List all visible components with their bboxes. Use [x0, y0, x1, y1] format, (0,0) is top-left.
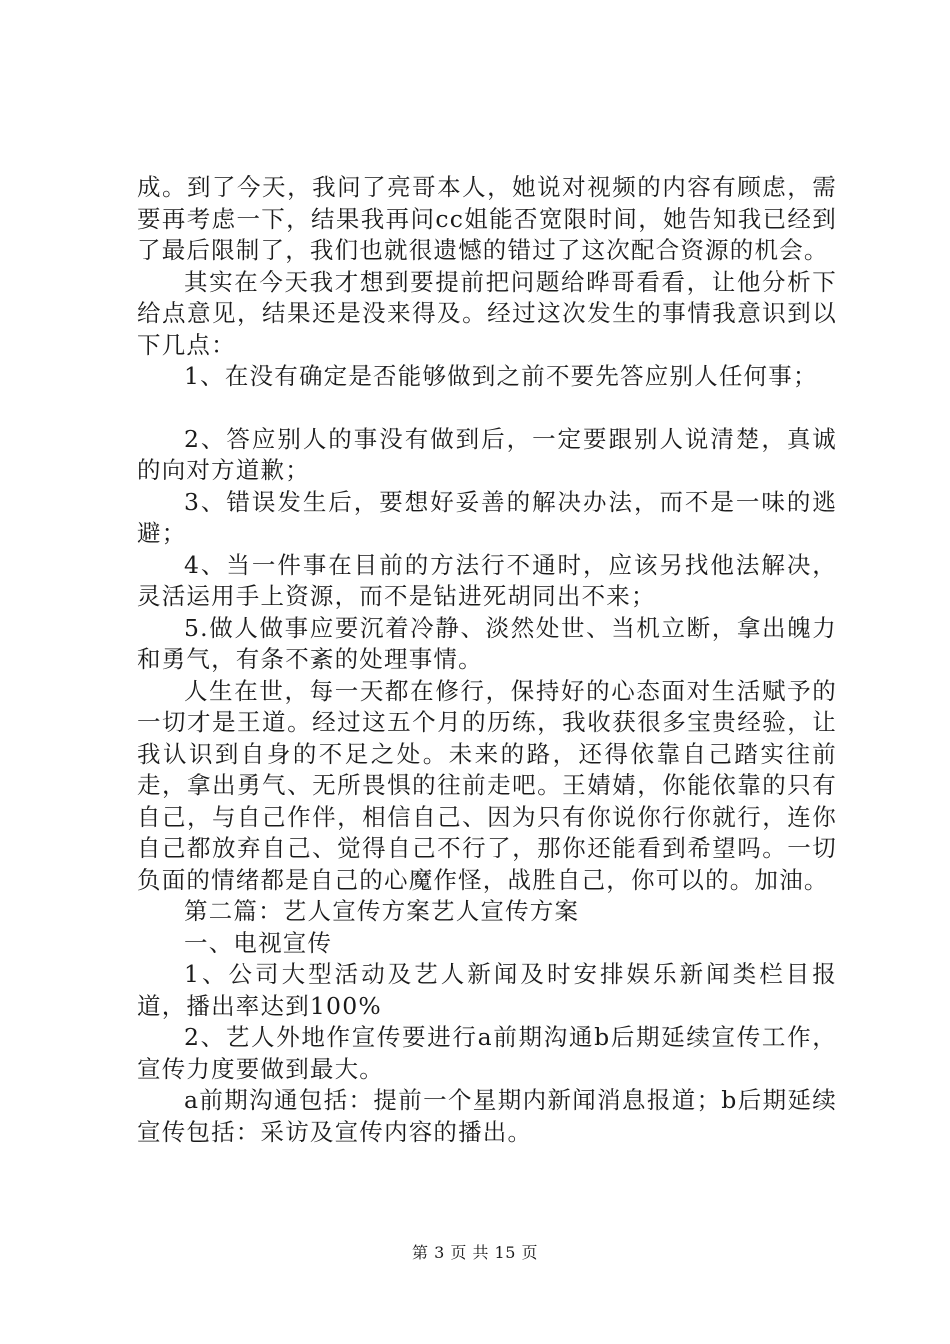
page-footer: 第 3 页 共 15 页 — [412, 1243, 538, 1262]
list-item: 1、在没有确定是否能够做到之前不要先答应别人任何事； — [184, 362, 818, 390]
paragraph: 人生在世，每一天都在修行，保持好的心态面对生活赋予的一切才是王道。经过这五个月的历练，我收获很多宝贵经验，让我认识到自身的不足之处。未来的路，还得依靠自己踏实往前走，拿出勇气、无所畏惧的往前走吧。王婧婧，你能依靠的只有自己，与自己作伴，相信自己、因为只有你说你行你就行，连你自己都放弃自己、觉得自己不行了，那你还能看到希望吗。一切负面的情绪都是自己的心魔作怪，战胜自己，你可以的。加油。 — [137, 676, 837, 894]
subsection-heading: 一、电视宣传 — [184, 928, 333, 957]
document-body — [137, 172, 837, 1148]
list-item: 4、当一件事在目前的方法行不通时，应该另找他法解决，灵活运用手上资源，而不是钻进死胡同出不来； — [137, 550, 837, 610]
list-item: 2、艺人外地作宣传要进行a前期沟通b后期延续宣传工作，宣传力度要做到最大。 — [137, 1023, 837, 1083]
paragraph: a前期沟通包括：提前一个星期内新闻消息报道；b后期延续宣传包括：采访及宣传内容的播出。 — [137, 1086, 837, 1146]
paragraph: 成。到了今天，我问了亮哥本人，她说对视频的内容有顾虑，需要再考虑一下，结果我再问cc姐能否宽限时间，她告知我已经到了最后限制了，我们也就很遗憾的错过了这次配合资源的机会。 — [137, 173, 837, 264]
list-item: 2、答应别人的事没有做到后，一定要跟别人说清楚，真诚的向对方道歉； — [137, 424, 837, 484]
list-item: 3、错误发生后，要想好妥善的解决办法，而不是一味的逃避； — [137, 487, 837, 547]
section-heading: 第二篇：艺人宣传方案艺人宣传方案 — [184, 897, 580, 925]
paragraph: 其实在今天我才想到要提前把问题给晔哥看看，让他分析下给点意见，结果还是没来得及。经过这次发生的事情我意识到以下几点： — [137, 267, 837, 359]
list-item: 1、公司大型活动及艺人新闻及时安排娱乐新闻类栏目报道，播出率达到100% — [137, 960, 837, 1020]
list-item: 5.做人做事应要沉着冷静、淡然处世、当机立断，拿出魄力和勇气，有条不紊的处理事情。 — [137, 613, 837, 673]
blank-line — [137, 393, 837, 424]
